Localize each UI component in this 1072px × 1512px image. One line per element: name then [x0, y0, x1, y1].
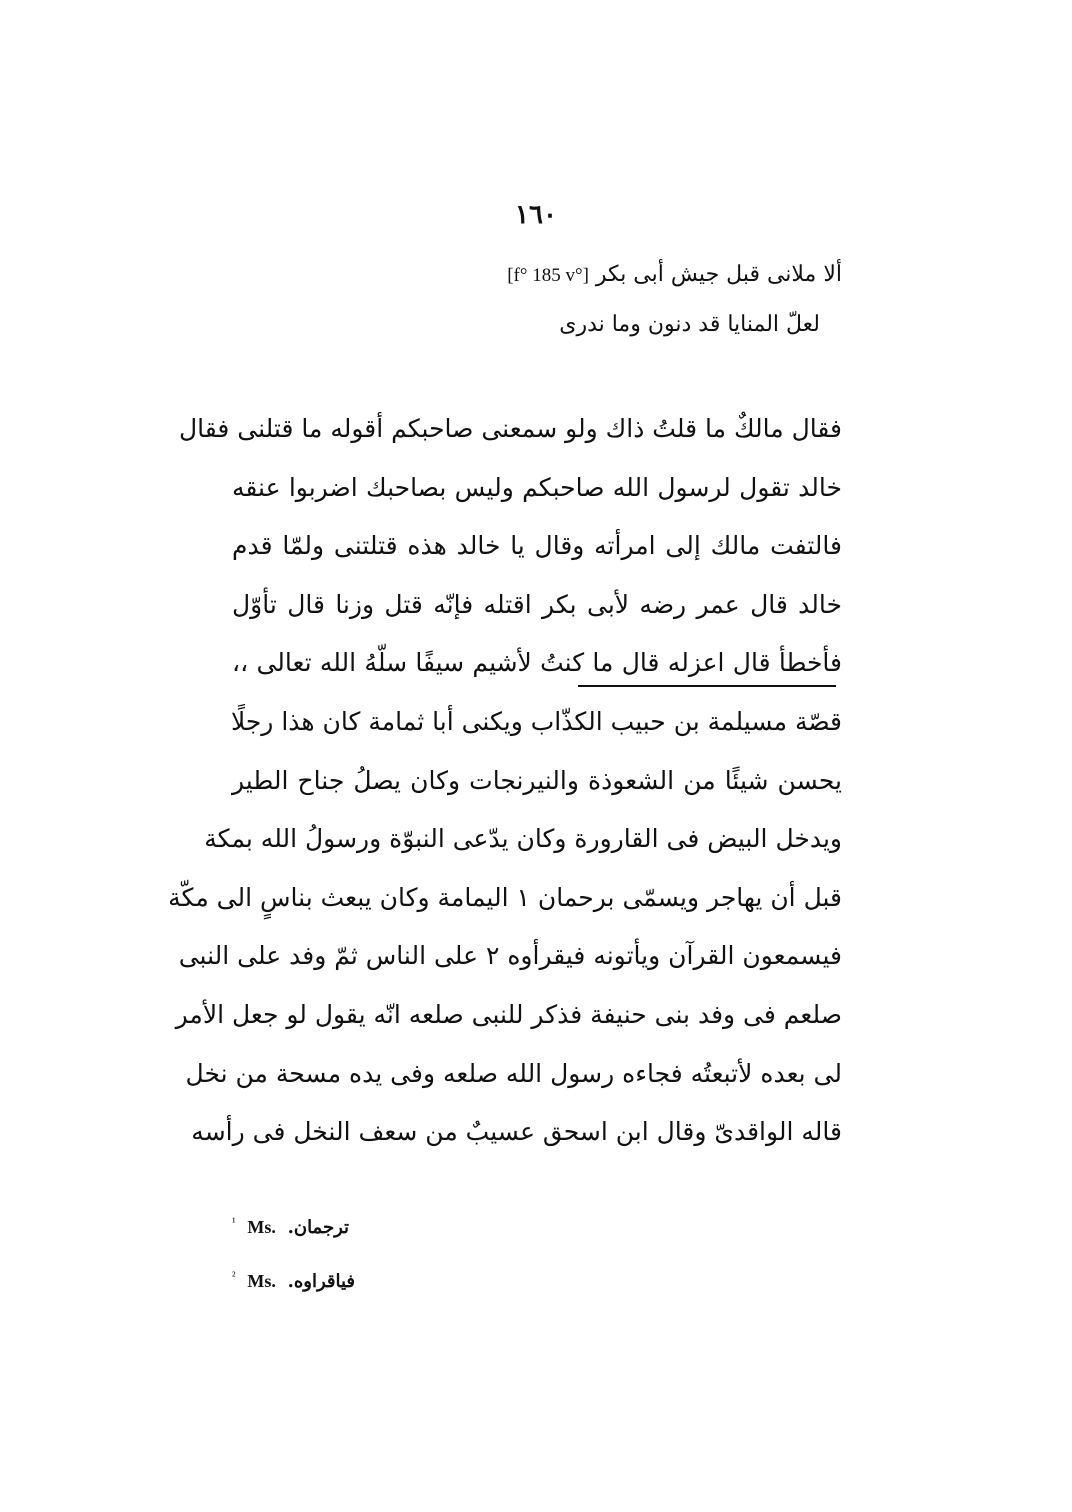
footnote-ms-label: Ms.: [247, 1217, 276, 1237]
footnote-2: [232, 1262, 355, 1316]
footnote-1: [232, 1208, 355, 1262]
footnote-ms-label: Ms.: [247, 1271, 276, 1291]
page-number: ١٦٠: [515, 200, 557, 230]
footnotes: [232, 1208, 355, 1316]
verse-line-1: [497, 262, 842, 287]
footnote-marker: ²: [232, 1269, 236, 1283]
verse-line-2: [559, 312, 820, 337]
footnote-text: فياقراوه.: [287, 1271, 356, 1292]
text-line: صلعم فى وفد بنى حنيفة فذكر للنبى صلعه انّه يقول لو جعل الأمر: [175, 999, 842, 1029]
text-line: قاله الواقدىّ وقال ابن اسحق عسيبٌ من سعف النخل فى رأسه: [191, 1117, 842, 1147]
verse-text: لعلّ المنايا قد دنون وما ندرى: [559, 312, 820, 337]
text-line: قصّة مسيلمة بن حبيب الكذّاب ويكنى أبا ثمامة كان هذا رجلًا: [230, 706, 842, 736]
text-line: ويدخل البيض فى القارورة وكان يدّعى النبوّة ورسولُ الله بمكة: [204, 824, 842, 854]
text-line: خالد تقول لرسول الله صاحبكم وليس بصاحبك اضربوا عنقه: [232, 472, 842, 502]
text-line: خالد قال عمر رضه لأبى بكر اقتله فإنّه قتل وزنا قال تأوّل: [232, 589, 842, 619]
text-line: لى بعده لأتبعتُه فجاءه رسول الله صلعه وفى يده مسحة من نخل: [185, 1058, 842, 1088]
body-text: [168, 400, 842, 1162]
text-line: فيسمعون القرآن ويأتونه فيقرأوه ٢ على الناس ثمّ وفد على النبى: [178, 941, 842, 971]
text-line: قبل أن يهاجر ويسمّى برحمان ١ اليمامة وكان يبعث بناسٍ الى مكّة: [168, 882, 842, 912]
text-line: فقال مالكٌ ما قلتُ ذاك ولو سمعنى صاحبكم أقوله ما قتلنى فقال: [178, 414, 842, 443]
verse-text: ألا ملانى قبل جيش أبى بكر: [595, 262, 842, 287]
text-line: فأخطأ قال اعزله قال ما كنتُ لأشيم سيفًا سلّهُ الله تعالى ،،: [232, 648, 842, 678]
text-line: فالتفت مالك إلى امرأته وقال يا خالد هذه قتلتنى ولمّا قدم: [232, 531, 842, 561]
section-divider: [578, 685, 836, 687]
footnote-marker: ¹: [232, 1215, 236, 1229]
footnote-text: ترجمان.: [287, 1217, 350, 1238]
text-line: يحسن شيئًا من الشعوذة والنيرنجات وكان يصلُ جناح الطير: [232, 765, 842, 795]
folio-reference: [f° 185 v°]: [507, 265, 589, 286]
